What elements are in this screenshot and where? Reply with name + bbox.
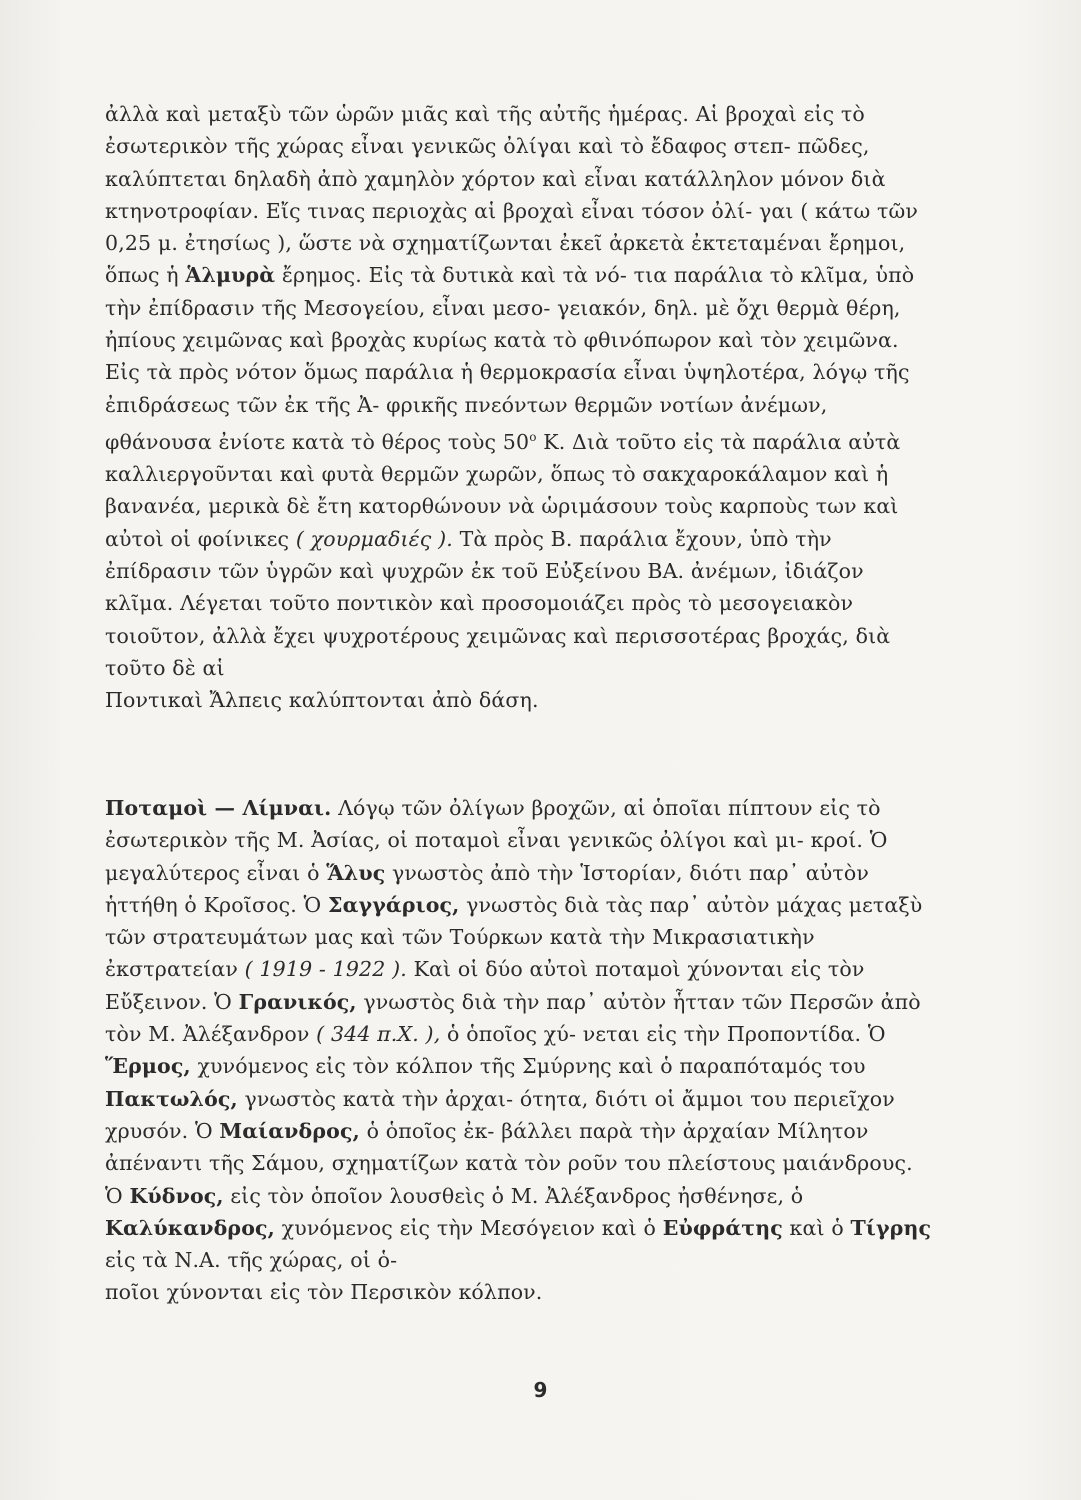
page-number: 9: [533, 1378, 548, 1402]
bold-term: Εὐφράτης: [662, 1215, 783, 1240]
text-line: ἔχει ψυχροτέρους χειμῶνας καὶ περισσοτέρας βροχάς, διὰ τοῦτο δὲ αἱ: [105, 623, 891, 680]
bold-term: Σαγγάριος,: [327, 892, 460, 917]
text-line: ἐκτεταμέναι ἔρημοι, ὅπως ἡ Ἁλμυρὰ ἔρημος. Εἰς τὰ δυτικὰ καὶ τὰ νό-: [105, 231, 906, 288]
section-heading: Ποταμοὶ — Λίμναι.: [105, 796, 332, 820]
bold-term: Ἅλυς: [326, 860, 386, 885]
text-line: χύνονται εἰς τὸν Εὔξεινον. Ὁ Γρανικός, γνωστὸς διὰ τὴν παρ᾽ αὐτὸν: [105, 957, 865, 1014]
text-line: πῶδες, καλύπτεται δηλαδὴ ἀπὸ χαμηλὸν χόρτον καὶ εἶναι κατάλληλον: [105, 134, 870, 191]
bold-term: Μαίανδρος,: [219, 1118, 360, 1143]
paragraph-rivers: [105, 792, 935, 1309]
text-line: εἰς τὸ ἐσωτερικὸν τῆς Μ. Ἀσίας, οἱ ποταμοὶ εἶναι γενικῶς ὀλίγοι καὶ μι-: [105, 796, 881, 853]
italic-note: ( 344 π.Χ. ),: [316, 1022, 441, 1047]
text-line: αὐτὸν μάχας μεταξὺ τῶν στρατευμάτων μας καὶ τῶν Τούρκων κατὰ τὴν: [105, 892, 923, 950]
text-line: λουσθεὶς ὁ Μ. Ἀλέξανδρος ἠσθένησε, ὁ Καλύκανδρος, χυνόμενος εἰς τὴν: [105, 1183, 804, 1240]
text-line: ἡ θερμοκρασία εἶναι ὑψηλοτέρα, λόγῳ τῆς ἐπιδράσεως τῶν ἐκ τῆς Ἀ-: [105, 360, 910, 417]
text-line: τοῦτο ποντικὸν καὶ προσομοιάζει πρὸς τὸ μεσογειακὸν τοιοῦτον, ἀλλὰ: [105, 591, 854, 648]
text-line: Μικρασιατικὴν ἐκστρατείαν ( 1919 - 1922 ). Καὶ οἱ δύο αὐτοὶ ποταμοὶ: [105, 925, 815, 982]
bold-term: Ἁλμυρὰ: [185, 263, 276, 288]
text-line: Ποταμοὶ — Λίμναι. Λόγῳ τῶν ὀλίγων βροχῶν, αἱ ὁποῖαι πίπτουν: [105, 796, 813, 820]
paragraph-climate: [105, 98, 935, 716]
text-line: τοὺς $50^o$ Κ. Διὰ τοῦτο εἰς τὰ παράλια αὐτὰ καλλιεργοῦνται καὶ φυτὰ: [105, 429, 901, 487]
bold-term: Καλύκανδρος,: [105, 1215, 275, 1240]
text-line: ποῖοι χύνονται εἰς τὸν Περσικὸν κόλπον.: [105, 1280, 543, 1305]
text-line: βάλλει παρὰ τὴν ἀρχαίαν Μίλητον ἀπέναντι τῆς Σάμου, σχηματίζων: [105, 1118, 869, 1176]
text-line: κατὰ τὸ φθινόπωρον καὶ τὸν χειμῶνα. Εἰς τὰ πρὸς νότον ὅμως παράλια: [105, 328, 899, 385]
text-line: Σμύρνης καὶ ὁ παραπόταμός του Πακτωλός, γνωστὸς κατὰ τὴν ἀρχαι-: [105, 1054, 866, 1111]
text-line: γειακόν, δηλ. μὲ ὄχι θερμὰ θέρη, ἠπίους χειμῶνας καὶ βροχὰς κυρίως: [105, 295, 901, 353]
text-line: κατορθώνουν νὰ ὡριμάσουν τοὺς καρποὺς των καὶ αὐτοὶ οἱ φοίνικες: [105, 494, 899, 551]
text-line: ότητα, διότι οἱ ἄμμοι του περιεῖχον χρυσόν. Ὁ Μαίανδρος, ὁ ὁποῖος ἐκ-: [105, 1086, 895, 1143]
bold-term: Κύδνος,: [129, 1183, 224, 1208]
text-line: τια παράλια τὸ κλῖμα, ὑπὸ τὴν ἐπίδρασιν τῆς Μεσογείου, εἶναι μεσο-: [105, 263, 915, 320]
text-line: καὶ ψυχρῶν ἐκ τοῦ Εὐξείνου ΒΑ. ἀνέμων, ἰδιάζον κλῖμα. Λέγεται: [105, 558, 864, 616]
text-line: φρικῆς πνεόντων θερμῶν νοτίων ἀνέμων, φθάνουσα ἐνίοτε κατὰ τὸ θέρος: [105, 392, 828, 454]
bold-term: Ἕρμος,: [105, 1054, 191, 1079]
text-line: ἧτταν τῶν Περσῶν ἀπὸ τὸν Μ. Ἀλέξανδρον ( 344 π.Χ. ), ὁ ὁποῖος χύ-: [105, 989, 921, 1047]
text-line: τὸ ἐσωτερικὸν τῆς χώρας εἶναι γενικῶς ὀλίγαι καὶ τὸ ἔδαφος στεπ-: [105, 102, 865, 159]
text-line: κροί. Ὁ μεγαλύτερος εἶναι ὁ Ἅλυς γνωστὸς ἀπὸ τὴν Ἱστορίαν, διότι: [105, 828, 888, 885]
italic-note: ( χουρμαδιές ).: [295, 526, 453, 551]
text-line: ἀλλὰ καὶ μεταξὺ τῶν ὡρῶν μιᾶς καὶ τῆς αὐτῆς ἡμέρας. Αἱ βροχαὶ εἰς: [105, 102, 835, 126]
text-line: κατὰ τὸν ροῦν του πλείστους μαιάνδρους. Ὁ Κύδνος, εἰς τὸν ὁποῖον: [105, 1151, 913, 1208]
text-line: μόνον διὰ κτηνοτροφίαν. Εἴς τινας περιοχὰς αἱ βροχαὶ εἶναι τόσον ὀλί-: [105, 166, 886, 223]
bold-term: Γρανικός,: [238, 989, 357, 1014]
text-line: ( χουρμαδιές ). Τὰ πρὸς Β. παράλια ἔχουν, ὑπὸ τὴν ἐπίδρασιν τῶν ὑγρῶν: [105, 526, 832, 583]
text-line: γαι ( κάτω τῶν 0,25 μ. ἐτησίως ), ὥστε νὰ σχηματίζωνται ἐκεῖ ἀρκετὰ: [105, 198, 918, 256]
text-line: νεται εἰς τὴν Προποντίδα. Ὁ Ἕρμος, χυνόμενος εἰς τὸν κόλπον τῆς: [105, 1022, 886, 1079]
bold-term: Τίγρης: [850, 1215, 932, 1240]
text-line: παρ᾽ αὐτὸν ἡττήθη ὁ Κροῖσος. Ὁ Σαγγάριος, γνωστὸς διὰ τὰς παρ᾽: [105, 860, 869, 917]
italic-note: ( 1919 - 1922 ).: [244, 957, 407, 982]
text-line: Ποντικαὶ Ἄλπεις καλύπτονται ἀπὸ δάση.: [105, 688, 539, 713]
text-line: Μεσόγειον καὶ ὁ Εὐφράτης καὶ ὁ Τίγρης εἰς τὰ Ν.Α. τῆς χώρας, οἱ ὁ-: [105, 1215, 932, 1273]
bold-term: Πακτωλός,: [105, 1086, 238, 1111]
text-line: θερμῶν χωρῶν, ὅπως τὸ σακχαροκάλαμον καὶ ἡ βανανέα, μερικὰ δὲ ἔτη: [105, 462, 889, 519]
